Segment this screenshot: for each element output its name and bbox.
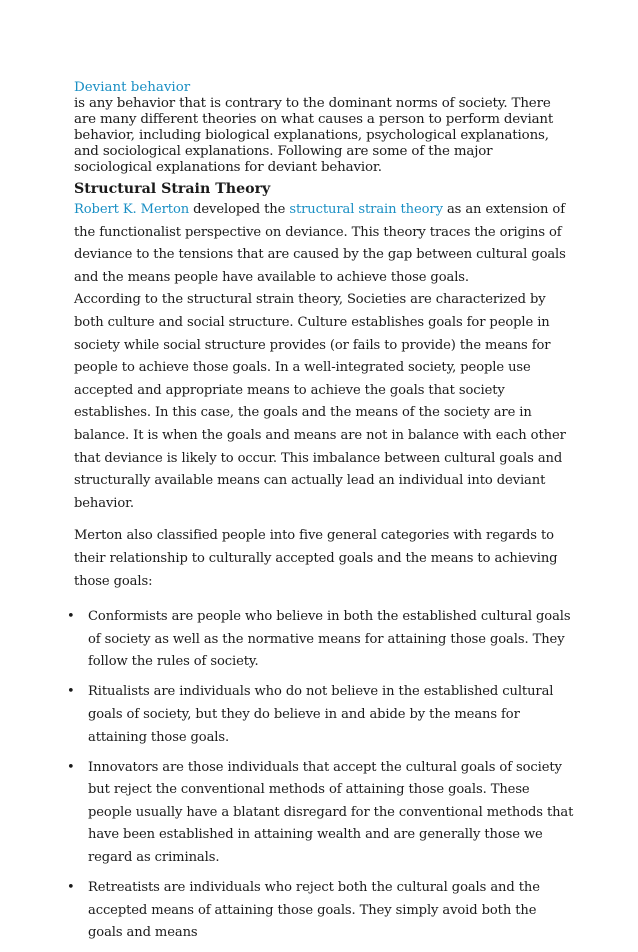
list-item-text: Retreatists are individuals who reject both the cultural goals and the accepted means of attaining those goals. They simply avoid both the goals and means	[88, 880, 540, 941]
document-page	[67, 80, 574, 952]
merton-paragraph	[74, 199, 574, 289]
robert-merton-link[interactable]: Robert K. Merton	[74, 202, 190, 217]
strain-theory-paragraph: According to the structural strain theory, Societies are characterized by both culture and social structure. Culture establishes goals for people in society while social structure provides (or fails to provide) the means for people to achieve those goals. In a well-integrated society, people use accepted and appropriate means to achieve the goals that society establishes. In this case, the goals and the means of the society are in balance. It is when the goals and means are not in balance with each other that deviance is likely to occur. This imbalance between cultural goals and structurally available means can actually lead an individual into deviant behavior.	[74, 292, 566, 511]
list-item	[67, 757, 574, 870]
bullet-icon: •	[67, 880, 75, 896]
bullet-icon: •	[67, 609, 75, 625]
list-item	[67, 877, 574, 945]
structural-strain-theory-link[interactable]: structural strain theory	[289, 202, 443, 217]
deviant-behavior-link[interactable]: Deviant behavior	[74, 80, 191, 95]
list-item	[67, 681, 574, 749]
list-item-text: Ritualists are individuals who do not believe in the established cultural goals of society, but they do believe in and abide by the means for attaining those goals.	[88, 684, 554, 745]
bullet-icon: •	[67, 684, 75, 700]
list-item-text: Conformists are people who believe in both the established cultural goals of society as well as the normative means for attaining those goals. They follow the rules of society.	[88, 609, 571, 670]
bullet-icon: •	[67, 759, 75, 775]
list-item-text: Innovators are those individuals that accept the cultural goals of society but reject the conventional methods of attaining those goals. These people usually have a blatant disregard for the conventional methods that have been established in attaining wealth and are generally those we regard as criminals.	[88, 759, 574, 866]
paragraph-text: developed the	[189, 202, 290, 217]
paragraph-spacer	[74, 515, 574, 525]
section-title: Structural Strain Theory	[74, 181, 271, 197]
categories-intro-paragraph: Merton also classified people into five general categories with regards to their relationship to culturally accepted goals and the means to achieving those goals:	[74, 528, 558, 589]
categories-list	[67, 606, 574, 945]
paragraph-text: as an extension of the functionalist perspective on deviance. This theory traces the origins of deviance to the tensions that are caused by the gap between cultural goals and the means people have available to achieve those goals.	[74, 202, 566, 285]
intro-paragraph: is any behavior that is contrary to the dominant norms of society. There are many different theories on what causes a person to perform deviant behavior, including biological explanations, psychological explanations, and sociological explanations. Following are some of the major sociological explanations for deviant behavior.	[74, 96, 554, 175]
heading-link-paragraph	[74, 80, 574, 96]
list-item	[67, 606, 574, 674]
